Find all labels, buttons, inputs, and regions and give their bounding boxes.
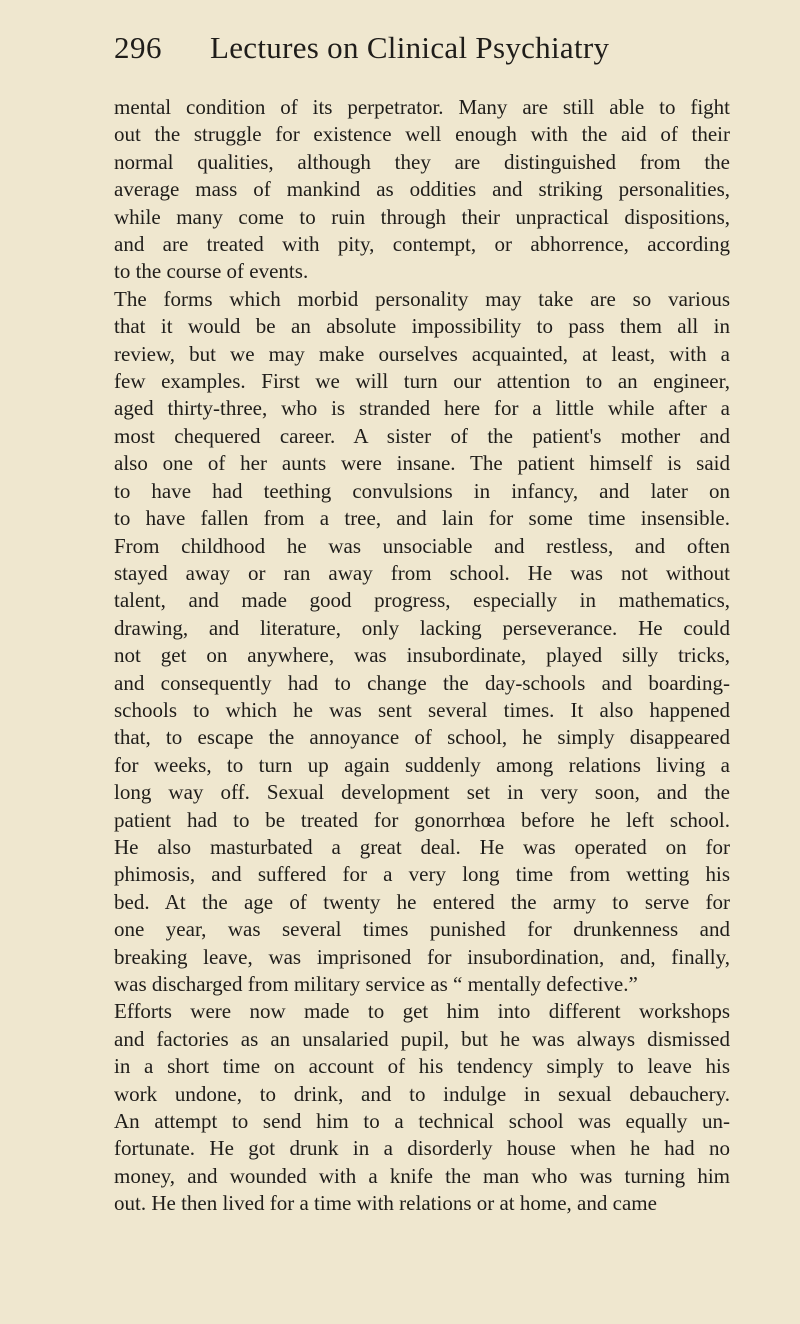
text-line: long way off. Sexual development set in very soon, and the bbox=[114, 780, 730, 805]
text-line: to have had teething convulsions in infancy, and later on bbox=[114, 478, 730, 503]
text-line: most chequered career. A sister of the patient's mother and bbox=[114, 423, 730, 448]
text-line: money, and wounded with a knife the man who was turning him bbox=[114, 1163, 730, 1188]
text-line: for weeks, to turn up again suddenly among relations living a bbox=[114, 752, 730, 777]
text-line: out the struggle for existence well enough with the aid of their bbox=[114, 122, 730, 147]
text-line: to have fallen from a tree, and lain for some time insensible. bbox=[114, 506, 730, 531]
page-number: 296 bbox=[114, 30, 162, 65]
text-line: to the course of events. bbox=[114, 259, 309, 284]
text-line: that it would be an absolute impossibility to pass them all in bbox=[114, 314, 730, 339]
text-line: drawing, and literature, only lacking perseverance. He could bbox=[114, 615, 730, 640]
text-line: was discharged from military service as “ mentally defective.” bbox=[114, 972, 638, 996]
body-text bbox=[114, 94, 730, 1218]
text-line: and are treated with pity, contempt, or abhorrence, according bbox=[114, 232, 730, 257]
text-line: stayed away or ran away from school. He was not without bbox=[114, 560, 730, 585]
text-line: patient had to be treated for gonorrhœa before he left school. bbox=[114, 807, 730, 832]
text-line: review, but we may make ourselves acquainted, at least, with a bbox=[114, 341, 730, 366]
text-line: while many come to ruin through their unpractical dispositions, bbox=[114, 204, 730, 229]
text-line: talent, and made good progress, especially in mathematics, bbox=[114, 588, 730, 613]
text-line: few examples. First we will turn our attention to an engineer, bbox=[114, 369, 730, 394]
page-header bbox=[114, 30, 730, 82]
text-line: Efforts were now made to get him into different workshops bbox=[114, 999, 730, 1024]
text-line: normal qualities, although they are distinguished from the bbox=[114, 149, 730, 174]
text-line: one year, was several times punished for drunkenness and bbox=[114, 917, 730, 942]
paragraph-2 bbox=[114, 286, 730, 999]
text-line: and factories as an unsalaried pupil, but he was always dismissed bbox=[114, 1026, 730, 1051]
text-line: schools to which he was sent several times. It also happened bbox=[114, 697, 730, 722]
text-line: mental condition of its perpetrator. Many are still able to fight bbox=[114, 95, 730, 119]
text-line: average mass of mankind as oddities and striking personalities, bbox=[114, 177, 730, 202]
text-line: also one of her aunts were insane. The patient himself is said bbox=[114, 451, 730, 476]
text-line: He also masturbated a great deal. He was operated on for bbox=[114, 834, 730, 859]
text-line: out. He then lived for a time with relations or at home, and came bbox=[114, 1191, 657, 1216]
text-line: that, to escape the annoyance of school, he simply disappeared bbox=[114, 725, 730, 750]
text-line: phimosis, and suffered for a very long time from wetting his bbox=[114, 862, 730, 887]
text-line: From childhood he was unsociable and restless, and often bbox=[114, 533, 730, 558]
text-line: aged thirty-three, who is stranded here for a little while after a bbox=[114, 396, 730, 421]
text-line: in a short time on account of his tendency simply to leave his bbox=[114, 1054, 730, 1079]
text-line: and consequently had to change the day-schools and boarding- bbox=[114, 670, 730, 695]
text-line: The forms which morbid personality may take are so various bbox=[114, 286, 730, 311]
text-line: breaking leave, was imprisoned for insubordination, and, finally, bbox=[114, 944, 730, 969]
text-line: An attempt to send him to a technical school was equally un- bbox=[114, 1109, 730, 1134]
text-line: fortunate. He got drunk in a disorderly house when he had no bbox=[114, 1136, 730, 1161]
running-title: Lectures on Clinical Psychiatry bbox=[210, 30, 610, 65]
text-line: bed. At the age of twenty he entered the army to serve for bbox=[114, 889, 730, 914]
paragraph-1 bbox=[114, 94, 730, 286]
paragraph-3 bbox=[114, 998, 730, 1217]
text-line: not get on anywhere, was insubordinate, played silly tricks, bbox=[114, 643, 730, 668]
text-line: work undone, to drink, and to indulge in sexual debauchery. bbox=[114, 1081, 730, 1106]
